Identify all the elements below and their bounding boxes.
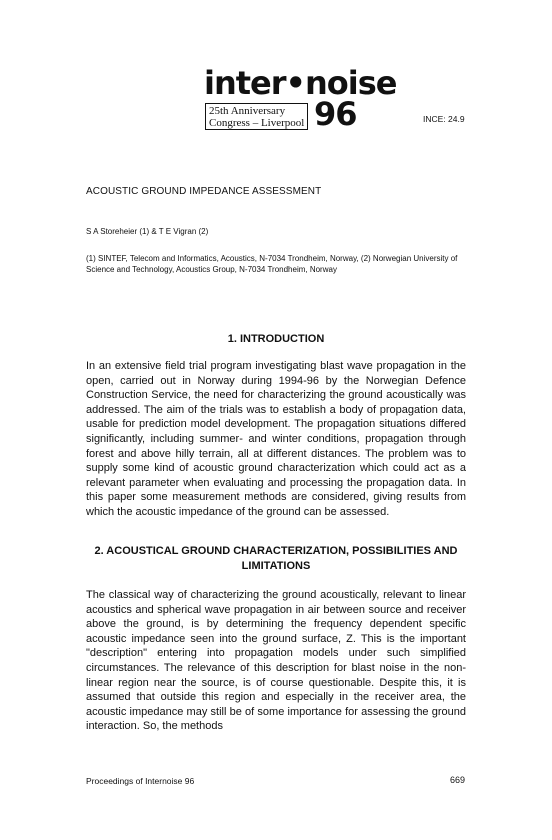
page-number: 669 bbox=[450, 775, 466, 785]
paper-title: ACOUSTIC GROUND IMPEDANCE ASSESSMENT bbox=[86, 186, 322, 197]
paper-authors: S A Storeheier (1) & T E Vigran (2) bbox=[86, 227, 209, 236]
footer-proceedings: Proceedings of Internoise 96 bbox=[86, 776, 195, 786]
conference-logo-wordmark: inter•noise bbox=[204, 64, 397, 102]
paper-affiliation: (1) SINTEF, Telecom and Informatics, Acoustics, N-7034 Trondheim, Norway, (2) Norwegian University of Science and Technology, Acoustics Group, N-7034 Trondheim, Norway bbox=[86, 254, 458, 274]
conference-logo-anniversary-box bbox=[205, 103, 308, 130]
section-heading-introduction: 1. INTRODUCTION bbox=[227, 333, 325, 345]
section-heading-ground-characterization: 2. ACOUSTICAL GROUND CHARACTERIZATION, POSSIBILITIES AND LIMITATIONS bbox=[94, 545, 458, 572]
logo-box-line2: Congress – Liverpool bbox=[209, 117, 305, 129]
section-body-introduction: In an extensive field trial program investigating blast wave propagation in the open, carried out in Norway during 1994-96 by the Norwegian Defence Construction Service, the need for characterizing the ground acoustically was addressed. The aim of the trials was to establish a body of propagation data, usable for prediction model development. The propagation situations differed significantly, including summer- and winter conditions, propagation through forest and above hilly terrain, all at different distances. The problem was to supply some kind of acoustic ground characterization which could act as a relevant parameter when evaluating and processing the propagation data. In this paper some measurement methods are considered, giving results from which the acoustic impedance of the ground can be assessed. bbox=[86, 360, 466, 518]
section-body-ground-characterization: The classical way of characterizing the ground acoustically, relevant to linear acoustics and spherical wave propagation in air between source and receiver above the ground, is by determining the frequency dependent specific acoustic impedance seen into the ground surface, Z. This is the important "description" entering into propagation models under such simplified circumstances. The relevance of this description for blast noise in the non-linear region near the source, is of course questionable. Despite this, it is assumed that outside this region and especially in the receiver area, the acoustic impedance may still be of some importance for assessing the ground interaction. So, the methods bbox=[86, 589, 466, 733]
logo-box-line1: 25th Anniversary bbox=[209, 105, 286, 117]
ince-code: INCE: 24.9 bbox=[423, 114, 465, 124]
conference-logo-year: 96 bbox=[314, 95, 357, 133]
